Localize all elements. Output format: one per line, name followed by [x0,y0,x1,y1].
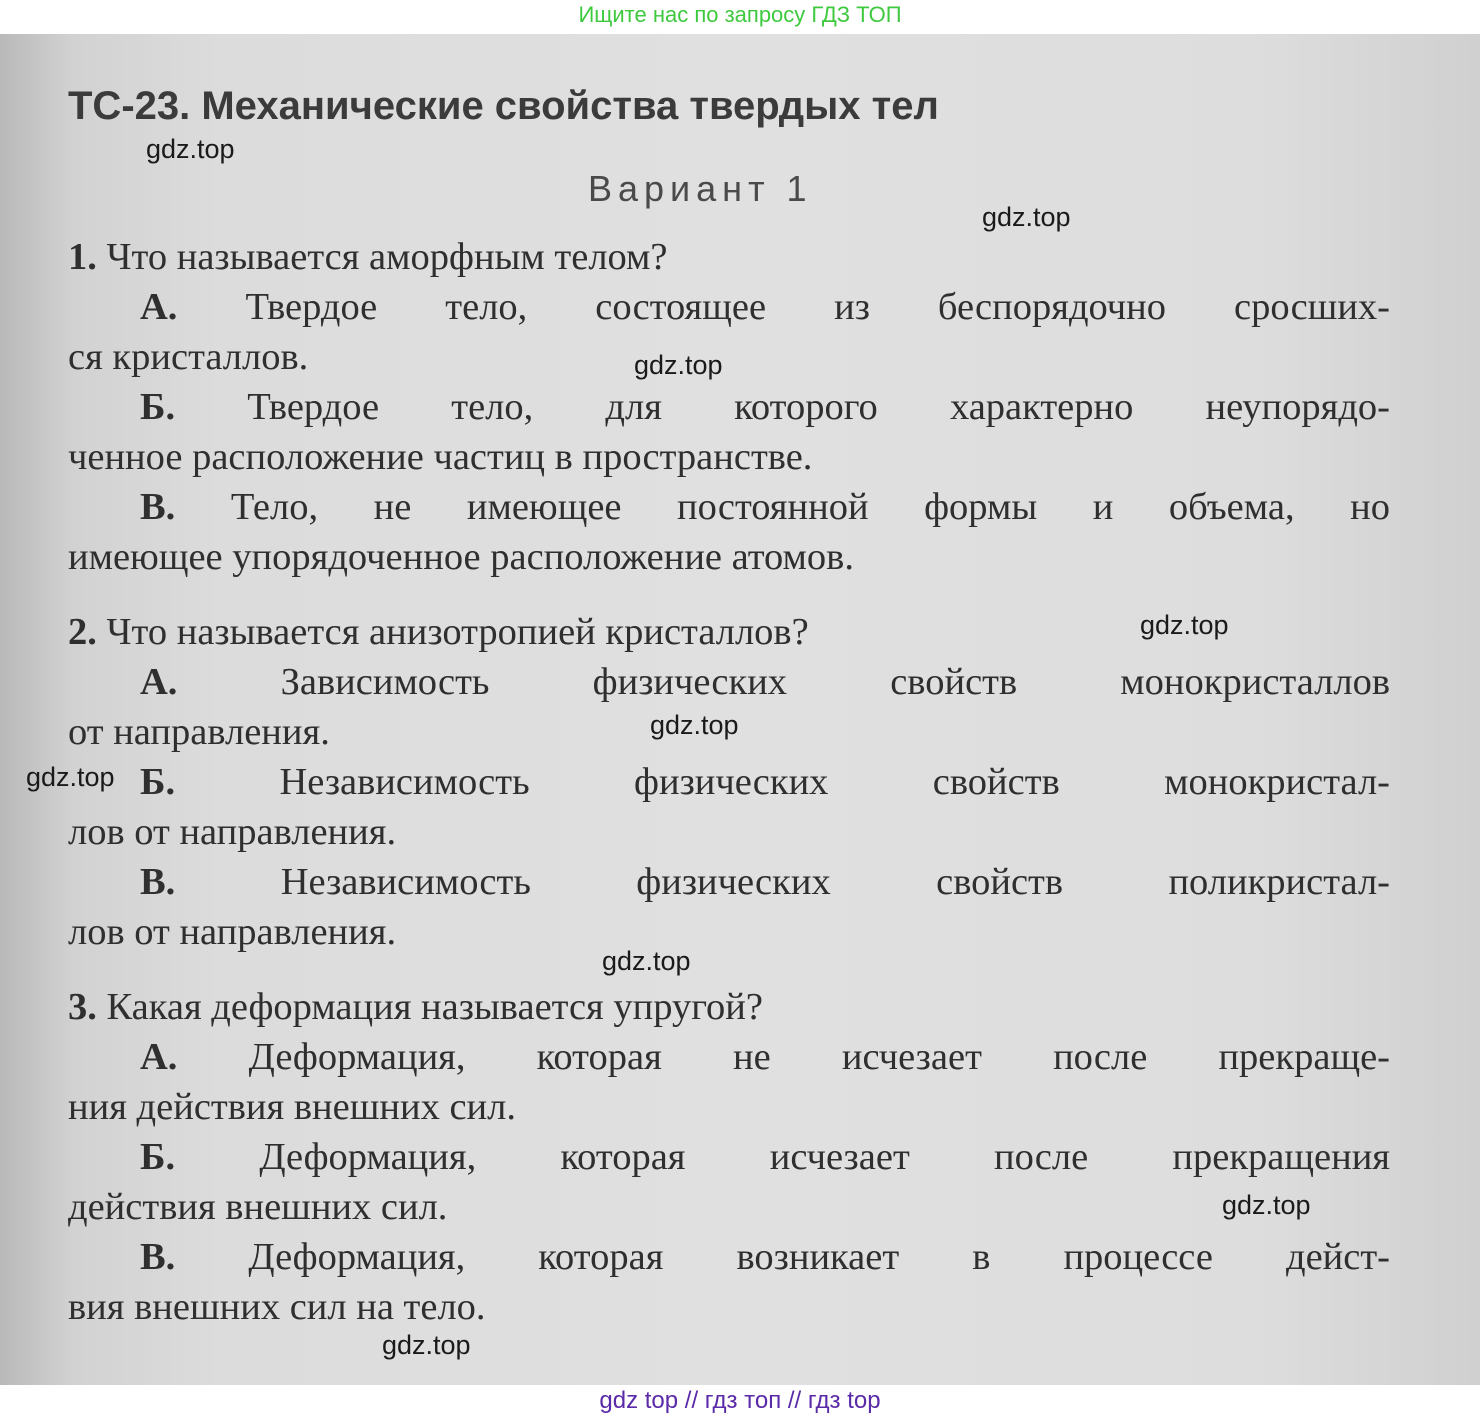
option-text: Твердое тело, состоящее из беспорядочно сросших- [245,286,1390,328]
variant-heading: Вариант 1 [588,168,813,209]
option-letter: В. [140,1236,176,1278]
top-banner: Ищите нас по запросу ГДЗ ТОП [0,0,1480,34]
question-3 [68,984,763,1030]
option-letter: А. [140,286,178,328]
question-2 [68,609,809,655]
watermark: gdz.top [634,350,723,380]
option-letter: А. [140,1036,178,1078]
option-text: Деформация, которая исчезает после прекращения [259,1136,1391,1178]
watermark: gdz.top [650,710,739,740]
q2-option-c-line1 [140,859,1390,905]
option-letter: В. [140,486,176,528]
q1-option-b-line1 [140,384,1390,430]
option-text: Независимость физических свойств поликристал- [280,861,1391,903]
q1-option-b-line2: ченное расположение частиц в пространстве. [68,436,813,478]
watermark: gdz.top [1140,610,1229,640]
q1-option-a-line1 [140,284,1390,330]
watermark: gdz.top [146,134,235,164]
option-text: Зависимость физических свойств монокристаллов [280,661,1390,703]
q3-option-a-line2: ния действия внешних сил. [68,1086,516,1128]
option-text: Деформация, которая не исчезает после прекраще- [248,1036,1390,1078]
option-letter: В. [140,861,176,903]
question-number: 2. [68,611,97,653]
q2-option-b-line1 [140,759,1390,805]
question-number: 1. [68,236,97,278]
option-text: Твердое тело, для которого характерно неупорядо- [247,386,1390,428]
option-letter: Б. [140,386,176,428]
question-number: 3. [68,986,97,1028]
question-text: Что называется аморфным телом? [106,236,668,278]
question-text: Какая деформация называется упругой? [106,986,763,1028]
question-1 [68,234,668,280]
q2-option-a-line1 [140,659,1390,705]
bottom-banner: gdz top // гдз топ // гдз top [0,1385,1480,1420]
watermark: gdz.top [1222,1190,1311,1220]
q3-option-c-line2: вия внешних сил на тело. [68,1286,486,1328]
q2-option-b-line2: лов от направления. [68,811,397,853]
q2-option-c-line2: лов от направления. [68,911,397,953]
option-letter: Б. [140,1136,176,1178]
watermark: gdz.top [982,202,1071,232]
option-text: Независимость физических свойств монокристал- [279,761,1390,803]
q2-option-a-line2: от направления. [68,711,330,753]
q3-option-b-line2: действия внешних сил. [68,1186,448,1228]
watermark: gdz.top [382,1330,471,1360]
watermark: gdz.top [26,762,115,792]
option-text: Деформация, которая возникает в процессе дейст- [248,1236,1391,1278]
textbook-page [0,34,1480,1385]
q1-option-c-line1 [140,484,1390,530]
option-letter: А. [140,661,178,703]
option-letter: Б. [140,761,176,803]
q1-option-a-line2: ся кристаллов. [68,336,309,378]
question-text: Что называется анизотропией кристаллов? [106,611,809,653]
q3-option-a-line1 [140,1034,1390,1080]
watermark: gdz.top [602,946,691,976]
q3-option-c-line1 [140,1234,1390,1280]
option-text: Тело, не имеющее постоянной формы и объема, но [230,486,1390,528]
page-title: ТС-23. Механические свойства твердых тел [68,84,939,128]
q3-option-b-line1 [140,1134,1390,1180]
q1-option-c-line2: имеющее упорядоченное расположение атомов. [68,536,854,578]
